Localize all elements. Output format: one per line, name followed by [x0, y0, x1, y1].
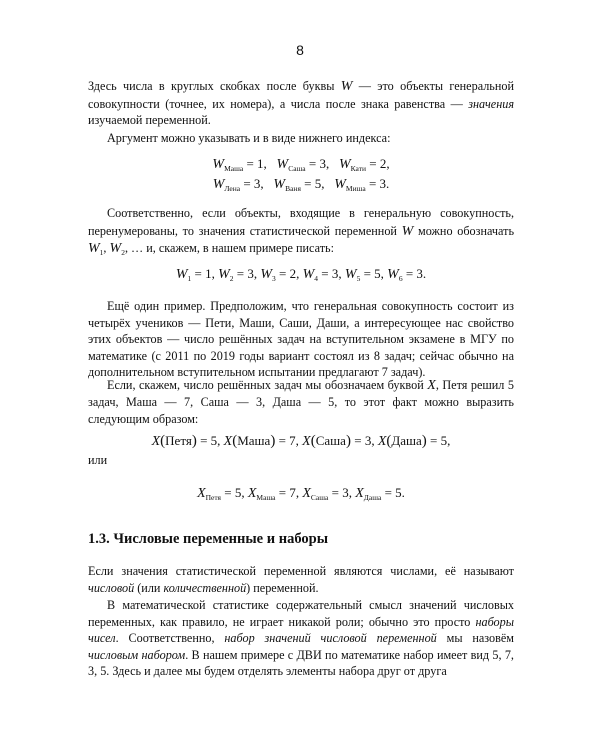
or-word: или — [88, 453, 108, 467]
p1-text-b: — это объекты генеральной совокупности (точнее, их номера), а числа после знака равенства — — [88, 79, 514, 111]
formula-x-subscript: $X_{Петя} = 5$, $X_{Маша} = 7$, $X_{Саша} = 3$, $X_{Даша} = 5$. — [197, 485, 405, 502]
formula-subscript-row-2: $W_{Лена} = 3$, $W_{Ваня} = 5$, $W_{Миша} = 3$. — [212, 176, 390, 193]
formula-subscript-row-1: $W_{Маша} = 1$, $W_{Саша} = 3$, $W_{Кати} = 2$, — [212, 156, 390, 173]
formula-indexed: $W_1 = 1$, $W_2 = 3$, $W_3 = 2$, $W_4 = 3$, $W_5 = 5$, $W_6 = 3$. — [175, 266, 427, 283]
paragraph-4: Ещё один пример. Предположим, что генеральная совокупность состоит из четырёх учеников — Пети, Маши, Саши, Даши, а интересующее нас свойство этих объектов — число решённых задач на вступительном экзамене в МГУ по математике (с 2011 по 2019 годы вариант состоял из 8 задач; сейчас обычно на дополнительном вступительном испытании предлагают 7 задач). — [88, 299, 514, 380]
page-number: 8 — [296, 42, 304, 58]
var-x: X — [427, 378, 436, 393]
p1-term-values: значения — [468, 96, 514, 111]
p1-text-d: изучаемой переменной. — [88, 113, 211, 128]
paragraph-1 — [88, 78, 514, 129]
paragraph-3: Соответственно, если объекты, входящие в генеральную совокупность, перенумерованы, то значения статистической переменной W можно обозначать $W_1$, $W_2$, … и, скажем, в нашем примере писать: — [88, 206, 515, 257]
paragraph-6: Если значения статистической переменной являются числами, её называют числовой (или количественной) переменной. — [88, 564, 514, 595]
paragraph-5: Если, скажем, число решённых задач мы обозначаем буквой X, Петя решил 5 задач, Маша — 7, Саша — 3, Даша — 5, то этот факт можно выразить следующим образом: — [88, 378, 514, 426]
paragraph-7: В математической статистике содержательный смысл значений числовых переменных, как правило, не играет никакой роли; обычно это просто наборы чисел. Соответственно, набор значений числовой переменной мы назовём числовым набором. В нашем примере с ДВИ по математике набор имеет вид 5, 7, 3, 5. Здесь и далее мы будем отделять элементы набора друг от друга — [88, 598, 514, 679]
p1-text-a: Здесь числа в круглых скобках после буквы — [88, 79, 341, 93]
var-w: W — [401, 223, 414, 239]
paragraph-2: Аргумент можно указывать и в виде нижнего индекса: — [107, 131, 391, 145]
section-heading: 1.3. Числовые переменные и наборы — [88, 531, 329, 547]
formula-function: X(Петя) = 5, X(Маша) = 7, X(Саша) = 3, X(Даша) = 5, — [151, 433, 451, 449]
var-w: W — [340, 79, 353, 94]
